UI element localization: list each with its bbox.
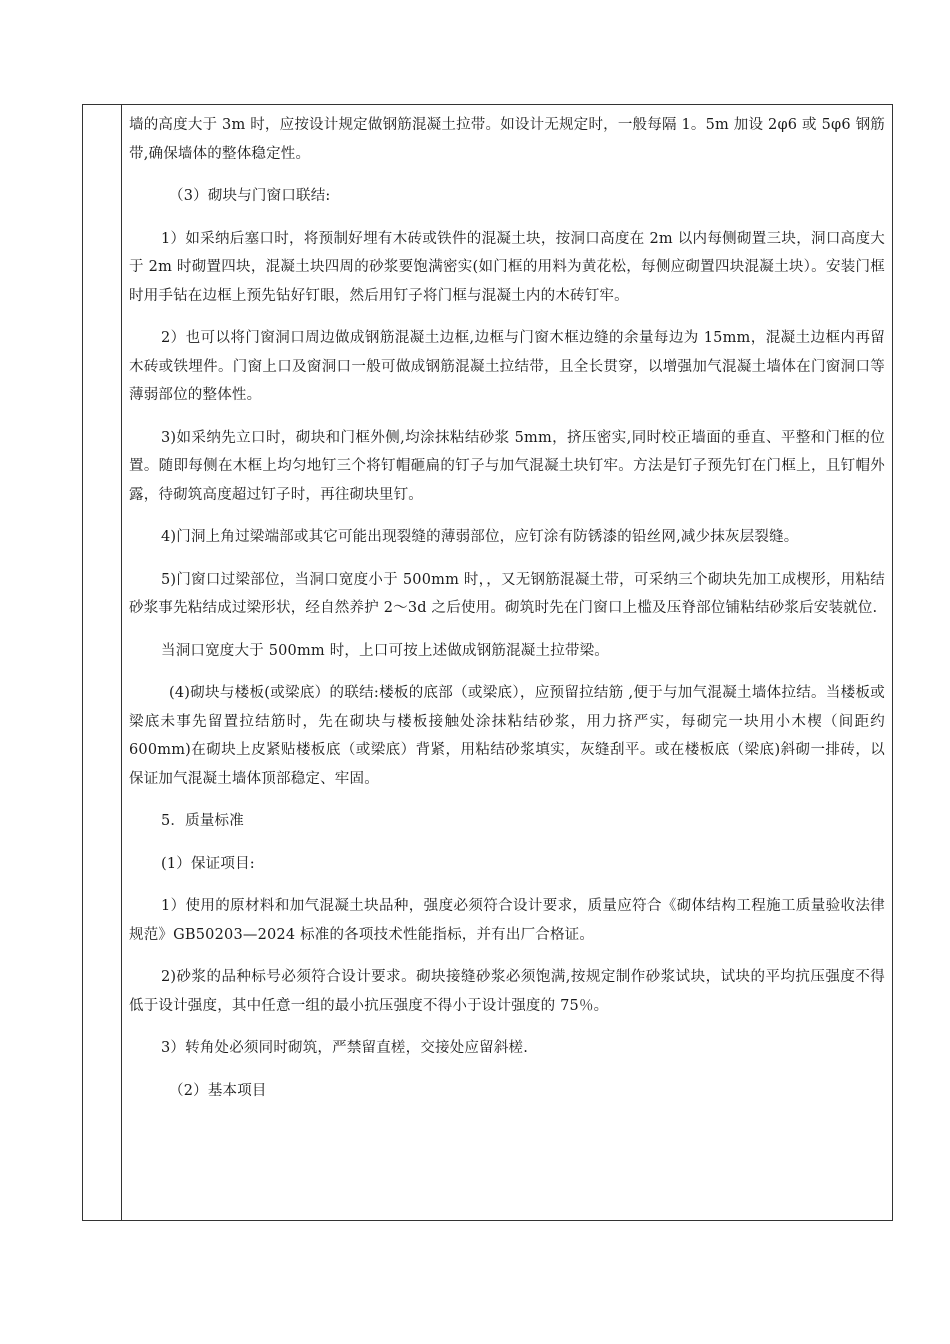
paragraph-block-floor-connection: (4)砌块与楼板(或梁底）的联结:楼板的底部（或梁底），应预留拉结筋 ,便于与加气混凝土墙体拉结。当楼板或梁底未事先留置拉结筋时，先在砌块与楼板接触处涂抹粘结砂浆，用力挤严实，每砌完一块用小木楔（间距约 600mm)在砌块上皮紧贴楼板底（或梁底）背紧，用粘结砂浆填实，灰缝刮平。或在楼板底（梁底)斜砌一排砖，以保证加气混凝土墙体顶部稳定、牢固。 xyxy=(129,685,885,787)
heading-quality-standard: 5．质量标准 xyxy=(161,813,244,829)
document-table xyxy=(82,104,893,1221)
paragraph-item-4: 4)门洞上角过梁端部或其它可能出现裂缝的薄弱部位，应钉涂有防锈漆的铅丝网,减少抹灰层裂缝。 xyxy=(161,529,799,545)
paragraph-item-3: 3)如采纳先立口时，砌块和门框外侧,均涂抹粘结砂浆 5mm，挤压密实,同时校正墙面的垂直、平整和门框的位置。随即每侧在木框上均匀地钉三个将钉帽砸扁的钉子与加气混凝土块钉牢。方法是钉子预先钉在门框上，且钉帽外露，待砌筑高度超过钉子时，再往砌块里钉。 xyxy=(129,429,885,503)
heading-block-door-window-connection: （3）砌块与门窗口联结: xyxy=(169,188,331,204)
paragraph-guarantee-2: 2)砂浆的品种标号必须符合设计要求。砌块接缝砂浆必须饱满,按规定制作砂浆试块，试块的平均抗压强度不得低于设计强度，其中任意一组的最小抗压强度不得小于设计强度的 75％。 xyxy=(129,969,885,1014)
paragraph-item-1: 1）如采纳后塞口时，将预制好埋有木砖或铁件的混凝土块，按洞口高度在 2m 以内每侧砌置三块，洞口高度大于 2m 时砌置四块，混凝土块四周的砂浆要饱满密实(如门框的用料为黄花松，每侧应砌置四块混凝土块）。安装门框时用手钻在边框上预先钻好钉眼，然后用钉子将门框与混凝土内的木砖钉牢。 xyxy=(129,230,885,304)
paragraph-guarantee-1: 1）使用的原材料和加气混凝土块品种，强度必须符合设计要求，质量应符合《砌体结构工程施工质量验收法律规范》GB50203—2024 标准的各项技术性能指标，并有出厂合格证。 xyxy=(129,898,885,943)
heading-basic-items: （2）基本项目 xyxy=(169,1082,267,1099)
paragraph-item-5: 5)门窗口过梁部位，当洞口宽度小于 500mm 时，，又无钢筋混凝土带，可采纳三个砌块先加工成楔形，用粘结砂浆事先粘结成过梁形状，经自然养护 2～3d 之后使用。砌筑时先在门窗口上槛及压脊部位铺粘结砂浆后安装就位. xyxy=(129,571,885,616)
heading-guarantee-items: (1）保证项目: xyxy=(161,855,255,872)
paragraph-item-2: 2）也可以将门窗洞口周边做成钢筋混凝土边框,边框与门窗木框边缝的余量每边为 15mm，混凝土边框内再留木砖或铁埋件。门窗上口及窗洞口一般可做成钢筋混凝土拉结带，且全长贯穿，以增强加气混凝土墙体在门窗洞口等薄弱部位的整体性。 xyxy=(129,330,885,403)
table-content-cell xyxy=(129,111,885,1119)
paragraph-wall-height: 墙的高度大于 3m 时，应按设计规定做钢筋混凝土拉带。如设计无规定时，一般每隔 1。5m 加设 2φ6 或 5φ6 钢筋带,确保墙体的整体稳定性。 xyxy=(129,117,885,162)
paragraph-opening-width: 当洞口宽度大于 500mm 时，上口可按上述做成钢筋混凝土拉带梁。 xyxy=(161,642,609,659)
table-left-column xyxy=(83,105,122,1220)
paragraph-guarantee-3: 3）转角处必须同时砌筑，严禁留直槎，交接处应留斜槎. xyxy=(161,1040,529,1056)
